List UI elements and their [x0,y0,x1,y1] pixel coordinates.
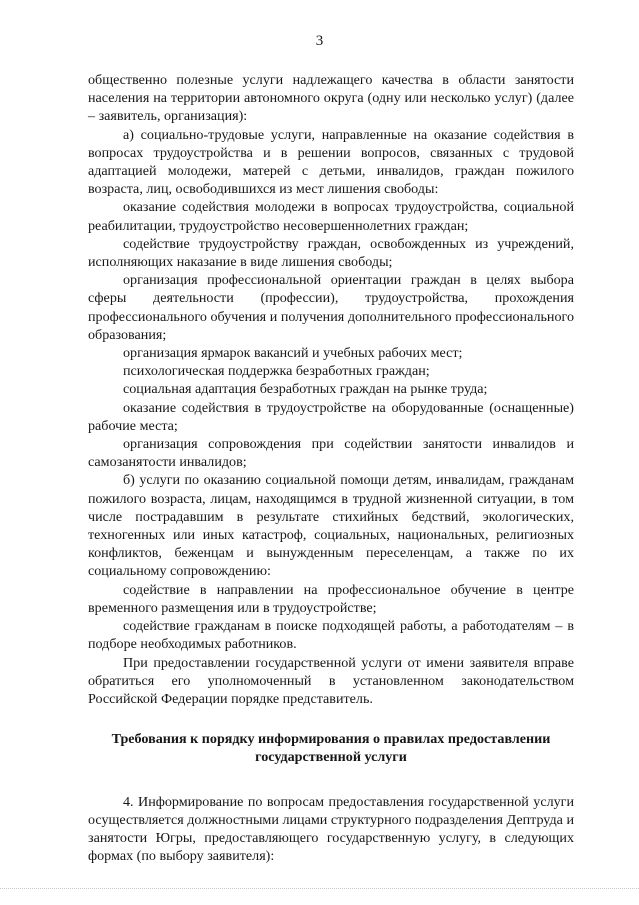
paragraph: оказание содействия молодежи в вопросах трудоустройства, социальной реабилитации, трудоустройство несовершеннолетних граждан; [88,199,574,234]
paragraph: содействие трудоустройству граждан, освобожденных из учреждений, исполняющих наказание в виде лишения свободы; [88,235,574,271]
paragraph: содействие гражданам в поиске подходящей работы, а работодателям – в подборе необходимых работников. [88,618,574,653]
paragraph: а) социально-трудовые услуги, направленные на оказание содействия в вопросах трудоустройства и в решении вопросов, связанных с трудовой адаптацией молодежи, матерей с детьми, инвалидов, граждан пожилого возраста, лиц, освободившихся из мест лишения свободы: [88,126,574,198]
page-bottom-edge [0,888,639,889]
paragraph: организация ярмарок вакансий и учебных рабочих мест; [123,345,463,362]
page-number: 3 [315,33,324,49]
paragraph: б) услуги по оказанию социальной помощи детям, инвалидам, гражданам пожилого возраста, лицам, находящимся в трудной жизненной ситуации, в том числе пострадавшим в результате стихийных бедствий, экологических, техногенных или иных катастроф, социальных, национальных, религиозных конфликтов, беженцам и вынужденным переселенцам, а также по их социальному сопровождению: [88,472,574,580]
paragraph: общественно полезные услуги надлежащего качества в области занятости населения на территории автономного округа (одну или несколько услуг) (далее – заявитель, организация): [88,72,574,125]
paragraph: социальная адаптация безработных граждан на рынке труда; [123,381,488,398]
paragraph: организация сопровождения при содействии занятости инвалидов и самозанятости инвалидов; [88,436,574,471]
paragraph: При предоставлении государственной услуги от имени заявителя вправе обратиться его уполномоченный в установленном законодательством Российской Федерации порядке представитель. [88,654,574,707]
paragraph: оказание содействия в трудоустройстве на оборудованные (оснащенные) рабочие места; [88,399,574,434]
section-heading: Требования к порядку информирования о правилах предоставлении государственной услуги [111,731,551,766]
paragraph: организация профессиональной ориентации граждан в целях выбора сферы деятельности (профессии), трудоустройства, прохождения профессионального обучения и получения дополнительного профессионального образования; [88,272,574,343]
document-body [88,71,574,865]
paragraph: психологическая поддержка безработных граждан; [123,363,430,380]
paragraph: содействие в направлении на профессиональное обучение в центре временного размещения или в трудоустройстве; [88,581,574,616]
paragraph: 4. Информирование по вопросам предоставления государственной услуги осуществляется должностными лицами структурного подразделения Дептруда и занятости Югры, предоставляющего государственную услугу, в следующих формах (по выбору заявителя): [88,793,574,865]
